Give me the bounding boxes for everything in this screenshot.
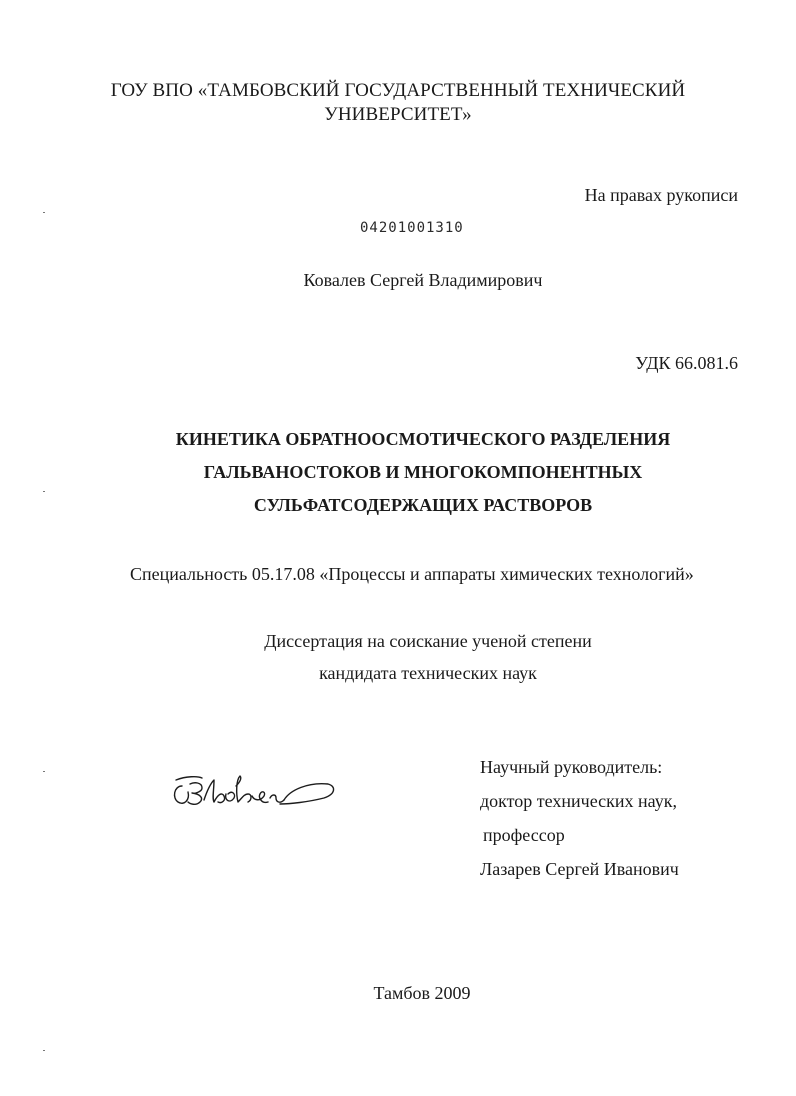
scan-margin-mark <box>43 1050 45 1051</box>
degree-line-2: кандидата технических наук <box>319 663 537 683</box>
organization-line-1: ГОУ ВПО «ТАМБОВСКИЙ ГОСУДАРСТВЕННЫЙ ТЕХНИЧЕСКИЙ <box>110 80 686 101</box>
organization-name <box>0 79 796 127</box>
udk-code: УДК 66.081.6 <box>635 353 738 373</box>
city-and-year: Тамбов 2009 <box>373 983 471 1003</box>
specialty: Специальность 05.17.08 «Процессы и аппараты химических технологий» <box>130 564 694 584</box>
document-number-stamp: 04201001310 <box>360 220 464 236</box>
scan-margin-mark <box>43 212 45 213</box>
degree-statement <box>0 625 796 689</box>
scientific-supervisor <box>480 750 679 886</box>
title-line-3: СУЛЬФАТСОДЕРЖАЩИХ РАСТВОРОВ <box>253 495 593 515</box>
supervisor-label: Научный руководитель: <box>480 757 663 777</box>
manuscript-rights-note: На правах рукописи <box>584 185 738 205</box>
supervisor-degree: доктор технических наук, <box>480 791 677 811</box>
scan-margin-mark <box>43 491 45 492</box>
handwritten-signature-icon <box>168 764 340 816</box>
organization-line-2: УНИВЕРСИТЕТ» <box>324 104 472 125</box>
title-line-2: ГАЛЬВАНОСТОКОВ И МНОГОКОМПОНЕНТНЫХ <box>203 462 643 482</box>
author-name: Ковалев Сергей Владимирович <box>303 270 543 290</box>
scan-margin-mark <box>43 771 45 772</box>
dissertation-title <box>0 423 796 522</box>
title-line-1: КИНЕТИКА ОБРАТНООСМОТИЧЕСКОГО РАЗДЕЛЕНИЯ <box>175 429 671 449</box>
degree-line-1: Диссертация на соискание ученой степени <box>264 631 592 651</box>
supervisor-name: Лазарев Сергей Иванович <box>480 859 679 879</box>
supervisor-rank: профессор <box>483 825 565 845</box>
